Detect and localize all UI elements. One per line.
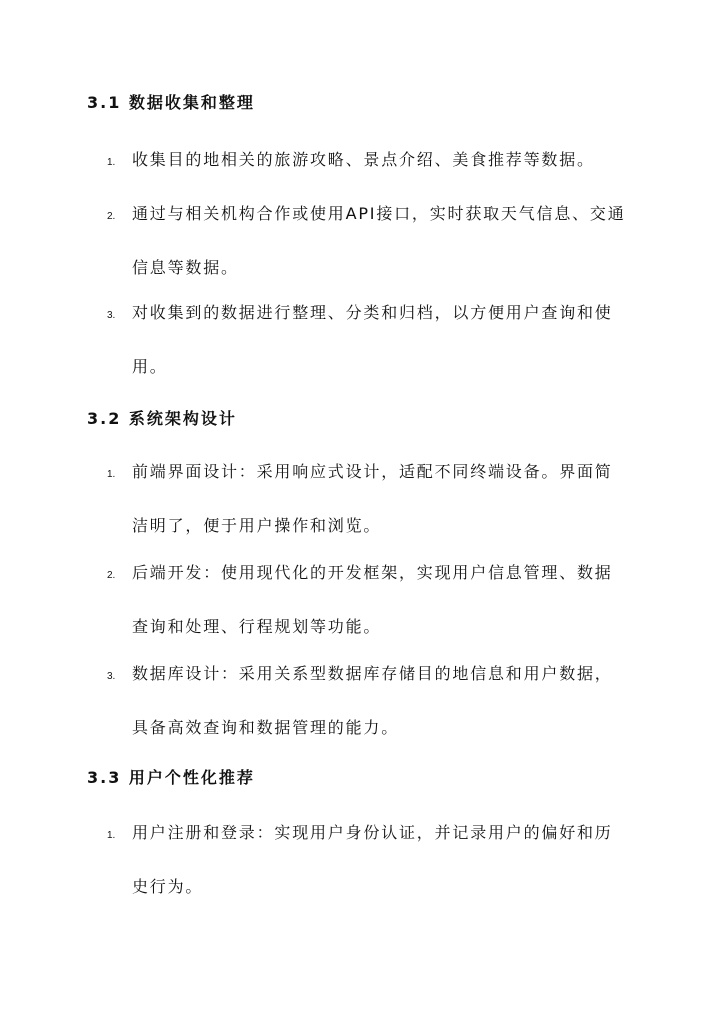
list-item bbox=[107, 152, 627, 187]
section-heading-3-2: 3.2 系统架构设计 bbox=[87, 409, 237, 428]
list-item-text: 通过与相关机构合作或使用API接口，实时获取天气信息、交通信息等数据。 bbox=[132, 204, 626, 277]
list-item bbox=[107, 305, 627, 394]
list-item-number: 2. bbox=[107, 570, 116, 581]
list-item-number: 1. bbox=[107, 830, 116, 841]
list-item bbox=[107, 825, 627, 914]
list-item-text: 用户注册和登录：实现用户身份认证，并记录用户的偏好和历史行为。 bbox=[132, 823, 613, 896]
list-item-number: 1. bbox=[107, 469, 116, 480]
list-item-text: 收集目的地相关的旅游攻略、景点介绍、美食推荐等数据。 bbox=[132, 150, 595, 169]
list-item-number: 3. bbox=[107, 310, 116, 321]
section-heading-3-3: 3.3 用户个性化推荐 bbox=[87, 768, 255, 787]
section-heading-3-1: 3.1 数据收集和整理 bbox=[87, 93, 255, 112]
list-item bbox=[107, 206, 627, 295]
list-item bbox=[107, 464, 627, 553]
list-item-text: 后端开发：使用现代化的开发框架，实现用户信息管理、数据查询和处理、行程规划等功能。 bbox=[132, 563, 613, 636]
list-item-text: 数据库设计：采用关系型数据库存储目的地信息和用户数据，具备高效查询和数据管理的能力。 bbox=[132, 664, 613, 737]
list-item-number: 1. bbox=[107, 157, 116, 168]
list-item-number: 2. bbox=[107, 211, 116, 222]
list-item-number: 3. bbox=[107, 671, 116, 682]
list-item bbox=[107, 666, 627, 755]
list-item-text: 前端界面设计：采用响应式设计，适配不同终端设备。界面简洁明了，便于用户操作和浏览。 bbox=[132, 462, 613, 535]
list-item bbox=[107, 565, 627, 654]
list-item-text: 对收集到的数据进行整理、分类和归档，以方便用户查询和使用。 bbox=[132, 303, 613, 376]
